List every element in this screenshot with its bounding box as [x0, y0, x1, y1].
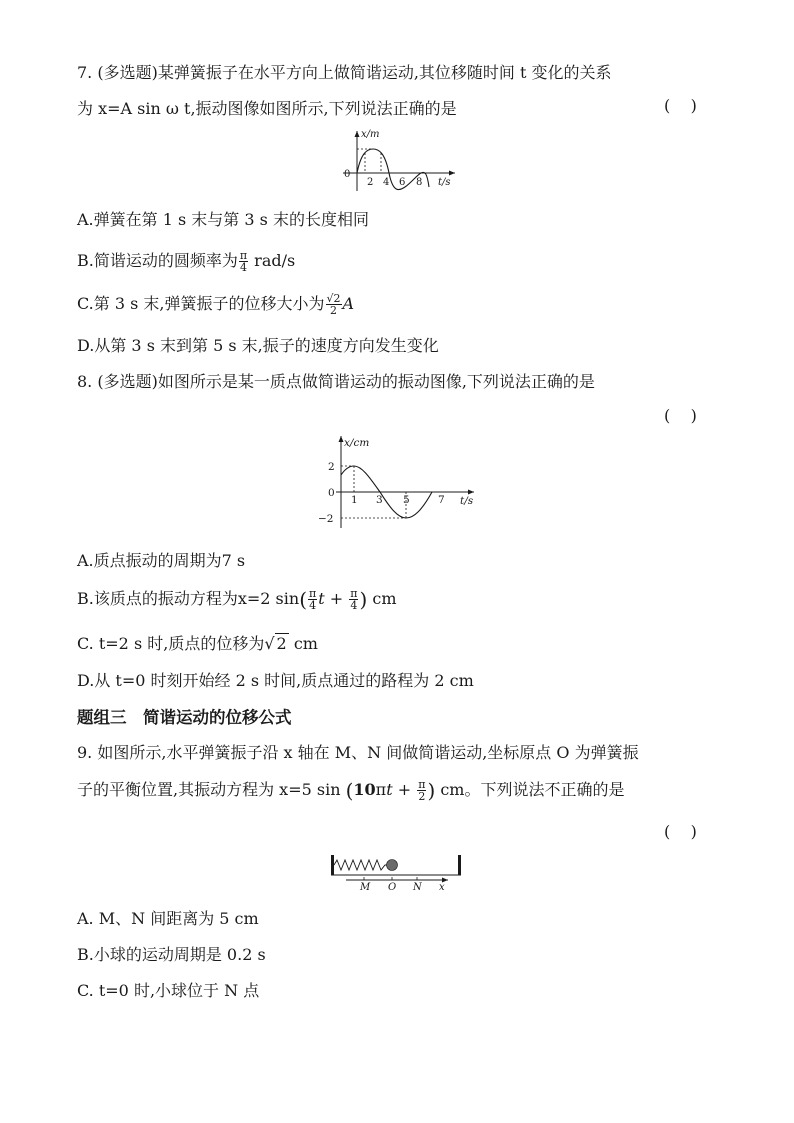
q8-answer-bracket: ( ) — [664, 406, 697, 425]
q9-fig-label: O — [388, 882, 397, 892]
q8-vibration-graph — [314, 432, 484, 530]
q8-fig-x-tick: 7 — [438, 494, 445, 506]
q7-fig-x-label: t/s — [438, 177, 451, 188]
q7-fig-y-label: x/m — [361, 129, 380, 140]
q8-stem-line-1: 8. (多选题)如图所示是某一质点做简谐运动的振动图像,下列说法正确的是 — [77, 372, 595, 391]
q7-option-c: C.第 3 s 末,弹簧振子的位移大小为 $\frac{√2}{2}$ A — [77, 292, 355, 317]
q7-option-c-fraction: $\frac{√2}{2}$ — [326, 292, 341, 317]
q7-fig-origin: 0 — [344, 169, 351, 180]
q7-vibration-graph — [335, 125, 465, 193]
q8-option-a: A.质点振动的周期为7 s — [77, 551, 246, 570]
q9-fig-label: x — [439, 882, 445, 892]
q8-fig-x-tick: 3 — [376, 494, 383, 506]
q9-stem-line-1: 9. 如图所示,水平弹簧振子沿 x 轴在 M、N 间做简谐运动,坐标原点 O 为弹簧振 — [77, 743, 639, 762]
q8-option-c: C. t=2 s 时,质点的位移为√ 2 cm — [77, 634, 318, 653]
q8-option-c-radicand: 2 — [276, 634, 287, 653]
q8-fig-y-tick: −2 — [318, 513, 334, 525]
q8-fig-x-tick: 1 — [351, 494, 358, 506]
q7-option-b: B.简谐运动的圆频率为 $\frac{\pi}{4}$ rad/s — [77, 249, 296, 274]
q9-answer-bracket: ( ) — [664, 822, 697, 841]
q7-option-d: D.从第 3 s 末到第 5 s 末,振子的速度方向发生变化 — [77, 336, 439, 355]
section-heading: 题组三 简谐运动的位移公式 — [77, 708, 292, 727]
q9-fig-label: N — [413, 882, 422, 892]
q8-option-b: B.该质点的振动方程为x=2 sin( $\frac{\pi}{4}$ t + $\frac{\pi}{4}$ ) cm — [77, 587, 397, 612]
q7-option-b-fraction: $\frac{\pi}{4}$ — [239, 249, 248, 274]
q7-option-a: A.弹簧在第 1 s 末与第 3 s 末的长度相同 — [77, 210, 369, 229]
q7-stem-line-2: 为 x=A sin ω t,振动图像如图所示,下列说法正确的是 — [77, 99, 457, 118]
q7-answer-bracket: ( ) — [664, 96, 697, 115]
q9-spring-oscillator-figure — [328, 852, 468, 892]
q7-fig-tick: 2 — [367, 177, 374, 188]
q9-option-c: C. t=0 时,小球位于 N 点 — [77, 981, 260, 1000]
q9-option-a: A. M、N 间距离为 5 cm — [77, 909, 259, 928]
q8-fig-x-tick: 5 — [403, 494, 410, 506]
q9-stem-line-2: 子的平衡位置,其振动方程为 x=5 sin (10πt + $\frac{\pi}{2}$ ) cm。下列说法不正确的是 — [77, 778, 625, 803]
q7-fig-tick: 4 — [383, 177, 390, 188]
q8-fig-y-tick: 2 — [328, 461, 335, 473]
q8-fig-y-tick: 0 — [328, 487, 335, 499]
q7-fig-tick: 6 — [399, 177, 406, 188]
q8-fig-y-label: x/cm — [344, 437, 370, 449]
q8-option-d: D.从 t=0 时刻开始经 2 s 时间,质点通过的路程为 2 cm — [77, 671, 474, 690]
q7-stem-line-1: 7. (多选题)某弹簧振子在水平方向上做简谐运动,其位移随时间 t 变化的关系 — [77, 63, 612, 82]
q7-fig-tick: 8 — [416, 177, 423, 188]
q9-fig-label: M — [360, 882, 371, 892]
q9-option-b: B.小球的运动周期是 0.2 s — [77, 945, 266, 964]
q8-fig-x-label: t/s — [460, 495, 474, 507]
